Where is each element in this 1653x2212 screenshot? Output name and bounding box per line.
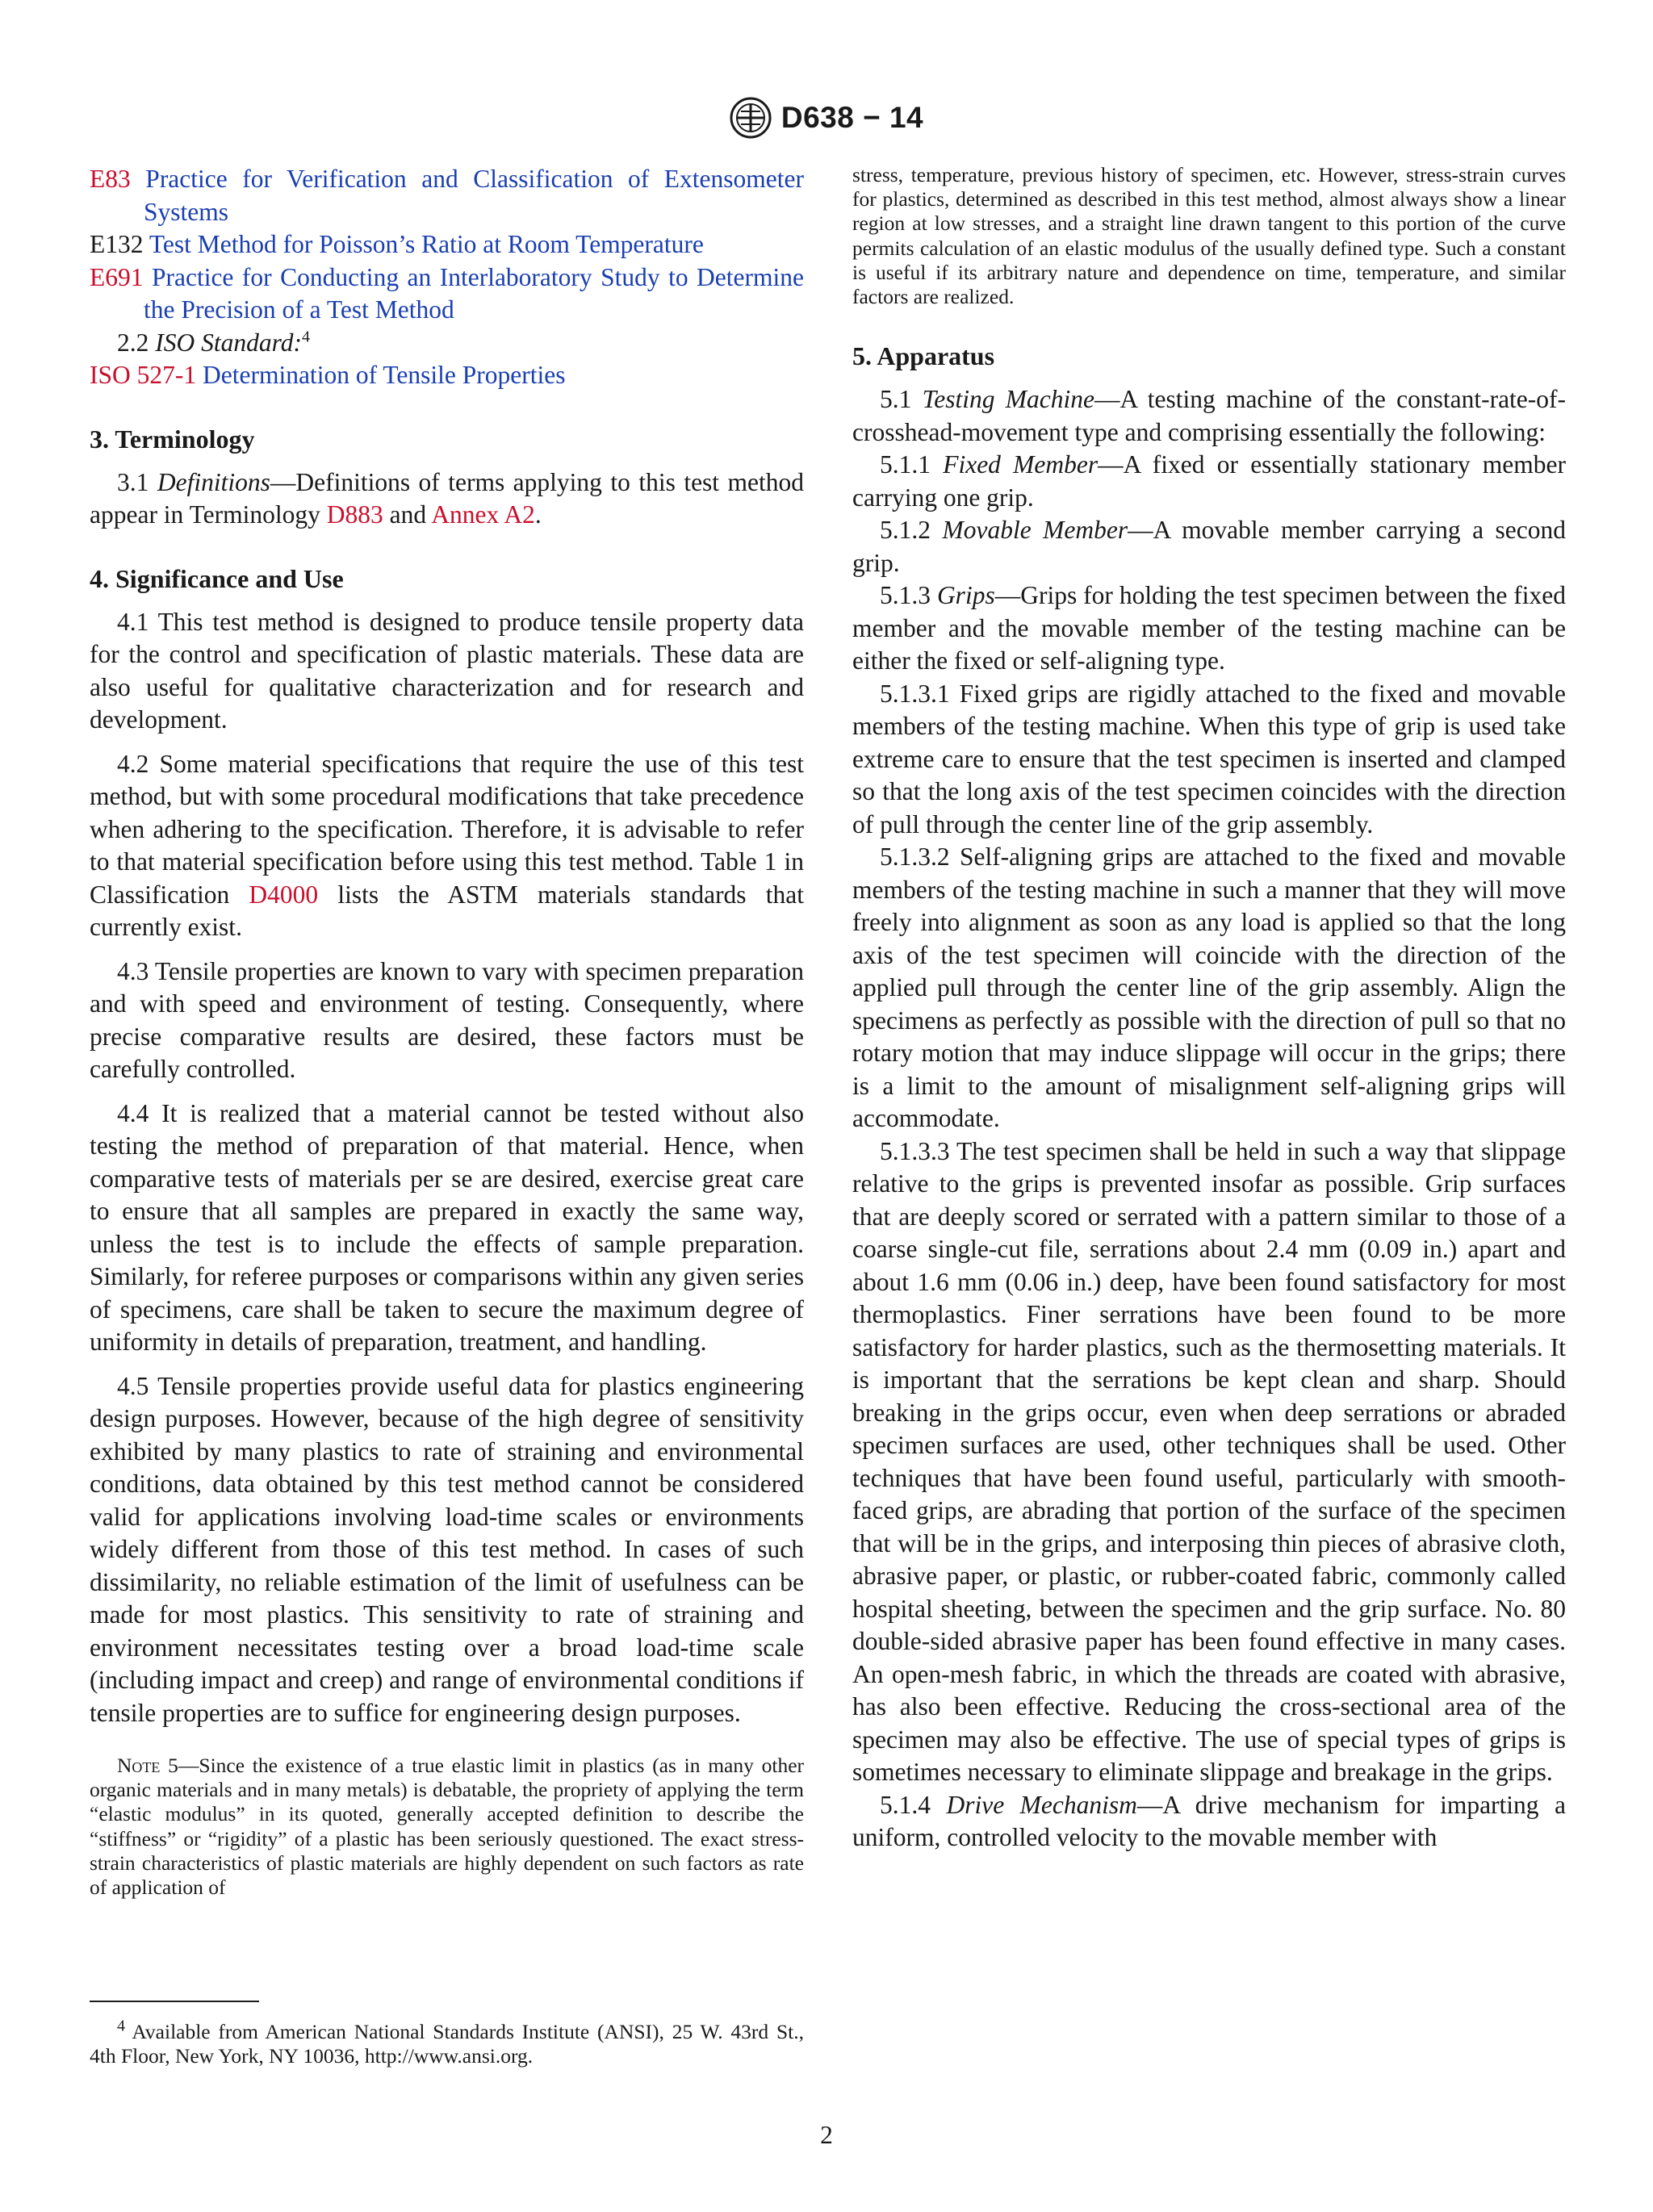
paragraph-5-1-3-2: 5.1.3.2 Self-aligning grips are attached to the fixed and movable members of the testing machine in such a manner that they will move freely into alignment as soon as any load is applied so that the long axis of the test specimen will coincide with the direction of the applied pull through the center line of the grip assembly. Align the specimens as perfectly as possible with the direction of pull so that no rotary motion that may induce slippage will occur in the grips; there is a limit to the amount of misalignment self-aligning grips will accommodate. <box>852 843 1566 1133</box>
paragraph-4-5: 4.5 Tensile properties provide useful data for plastics engineering design purposes. However, because of the high degree of sensitivity exhibited by many plastics to rate of straining and environmental conditions, data obtained by this test method cannot be considered valid for applications involving load-time scales or environments widely different from those of this test method. In cases of such dissimilarity, no reliable estimation of the limit of usefulness can be made for most plastics. This sensitivity to rate of straining and environment necessitates testing over a broad load-time scale (including impact and creep) and range of environmental conditions if tensile properties are to suffice for engineering design purposes. <box>90 1371 804 1727</box>
paragraph-number: 5.1.4 <box>880 1790 931 1819</box>
link-d883[interactable]: D883 <box>326 500 383 529</box>
iso-heading-num: 2.2 <box>117 328 149 357</box>
paragraph-5-1-4 <box>852 1789 1566 1854</box>
paragraph-5-1-2 <box>852 514 1566 579</box>
footnote-text: Available from American National Standards Institute (ANSI), 25 W. 43rd St., 4th Floor, New York, NY 10036, http://www.ansi.org. <box>90 2020 804 2068</box>
footnote-4 <box>90 2017 804 2068</box>
iso-heading-text: ISO Standard: <box>155 328 302 357</box>
paragraph-text: lists the ASTM materials standards that currently exist. <box>90 880 804 941</box>
paragraph-5-1-3 <box>852 579 1566 678</box>
reference-code-link[interactable]: ISO 527-1 <box>90 361 197 389</box>
left-column <box>90 163 805 2068</box>
page-number: 2 <box>820 2121 833 2149</box>
footnote-divider <box>90 2001 259 2002</box>
note-5 <box>90 1754 804 1900</box>
paragraph-5-1-1 <box>852 449 1566 514</box>
paragraph-5-1-3-3: 5.1.3.3 The test specimen shall be held in such a way that slippage relative to the grips is prevented insofar as possible. Grip surfaces that are deeply scored or serrated with a pattern similar to those of a coarse single-cut file, serrations about 2.4 mm (0.09 in.) apart and about 1.6 mm (0.06 in.) deep, have been found satisfactory for most thermoplastics. Finer serrations have been found to be more satisfactory for harder plastics, such as the thermosetting materials. It is important that the serrations be kept clean and sharp. Should breaking in the grips occur, even when deep serrations or abraded specimen surfaces are used, other techniques shall be used. Other techniques that have been found useful, particularly with smooth-faced grips, are abrading that portion of the surface of the specimen that will be in the grips, and interposing thin pieces of abrasive cloth, abrasive paper, or plastic, or rubber-coated fabric, commonly called hospital sheeting, between the specimen and the grip surface. No. 80 double-sided abrasive paper has been found effective in many cases. An open-mesh fabric, in which the threads are coated with abrasive, has also been effective. Reducing the cross-sectional area of the specimen may also be effective. The use of special types of grips is sometimes necessary to eliminate slippage and breakage in the grips. <box>852 1136 1566 1787</box>
paragraph-term: Fixed Member <box>943 450 1099 479</box>
link-d4000[interactable]: D4000 <box>249 880 319 909</box>
footnote-area <box>90 2001 804 2068</box>
section-heading-significance: 4. Significance and Use <box>90 563 344 593</box>
paragraph-text: 4.2 Some material specifications that require the use of this test method, but with some procedural modifications that take precedence when adhering to the specification. Therefore, it is advisable to refer to that material specification before using this test method. Table 1 in Classification <box>90 749 804 909</box>
paragraph-5-1 <box>852 383 1566 449</box>
paragraph-number: 5.1.2 <box>880 516 931 545</box>
note-label: Note 5 <box>117 1754 178 1777</box>
document-designation: D638 − 14 <box>780 101 924 134</box>
paragraph-text: —A movable member carrying a second grip. <box>852 516 1567 577</box>
paragraph-text: . <box>534 500 542 529</box>
paragraph-text: —A drive mechanism for imparting a uniform, controlled velocity to the movable member with <box>852 1790 1566 1852</box>
paragraph-text: —Grips for holding the test specimen between the fixed member and the movable member of the testing machine can be either the fixed or self-aligning type. <box>852 581 1567 675</box>
note-5-continued: stress, temperature, previous history of specimen, etc. However, stress-strain curves for plastics, determined as described in this test method, almost always show a linear region at low stresses, and a straight line drawn tangent to this portion of the curve permits calculation of an elastic modulus of the usually defined type. Such a constant is useful if its arbitrary nature and dependence on time, temperature, and similar factors are realized. <box>852 163 1566 309</box>
reference-title-link[interactable]: Practice for Conducting an Interlaboratory Study to Determine the Precision of a Test Method <box>144 262 804 324</box>
reference-iso-527-1 <box>90 359 804 392</box>
reference-title-link[interactable]: Determination of Tensile Properties <box>203 361 566 389</box>
paragraph-text: —A testing machine of the constant-rate-of-crosshead-movement type and comprising essentially the following: <box>852 385 1567 446</box>
paragraph-term: Definitions <box>157 467 270 496</box>
paragraph-text: —A fixed or essentially stationary member carrying one grip. <box>852 450 1566 512</box>
paragraph-number: 5.1.1 <box>880 450 931 479</box>
page-header <box>0 94 1653 142</box>
footnote-marker[interactable]: 4 <box>301 328 310 345</box>
paragraph-4-3: 4.3 Tensile properties are known to vary with specimen preparation and with speed and environment of testing. Consequently, where precise comparative results are desired, these factors must be carefully controlled. <box>90 956 804 1083</box>
paragraph-4-1: 4.1 This test method is designed to produce tensile property data for the control and specification of plastic materials. These data are also useful for qualitative characterization and for research and development. <box>90 607 804 734</box>
paragraph-5-1-3-1: 5.1.3.1 Fixed grips are rigidly attached to the fixed and movable members of the testing machine. When this type of grip is used take extreme care to ensure that the test specimen is inserted and clamped so that the long axis of the test specimen coincides with the direction of pull through the center line of the grip assembly. <box>852 679 1566 838</box>
reference-title-link[interactable]: Test Method for Poisson’s Ratio at Room Temperature <box>149 230 704 258</box>
paragraph-term: Grips <box>936 581 995 610</box>
section-heading-apparatus: 5. Apparatus <box>852 341 995 371</box>
iso-standard-heading <box>90 327 804 360</box>
paragraph-text: and <box>389 500 427 529</box>
paragraph-number: 3.1 <box>117 467 149 496</box>
paragraph-term: Drive Mechanism <box>946 1790 1137 1819</box>
paragraph-term: Testing Machine <box>922 385 1094 414</box>
paragraph-4-2 <box>90 748 804 944</box>
right-column <box>852 163 1566 1854</box>
reference-e691 <box>90 261 804 327</box>
reference-code: E132 <box>90 230 144 258</box>
paragraph-text: —Definitions of terms applying to this test method appear in Terminology <box>90 467 805 529</box>
reference-code-link[interactable]: E691 <box>90 262 144 291</box>
paragraph-3-1 <box>90 466 804 532</box>
reference-title-link[interactable]: Practice for Verification and Classification of Extensometer Systems <box>144 165 804 226</box>
link-annex-a2[interactable]: Annex A2 <box>431 500 535 529</box>
paragraph-number: 5.1 <box>880 385 912 414</box>
paragraph-term: Movable Member <box>942 516 1128 545</box>
reference-code-link[interactable]: E83 <box>90 165 131 193</box>
astm-logo-icon <box>730 97 772 139</box>
section-heading-terminology: 3. Terminology <box>90 424 255 454</box>
paragraph-4-4: 4.4 It is realized that a material cannot be tested without also testing the method of preparation of that material. Hence, when comparative tests of materials per se are desired, exercise great care to ensure that all samples are prepared in exactly the same way, unless the test is to include the effects of sample preparation. Similarly, for referee purposes or comparisons within any given series of specimens, care shall be taken to secure the maximum degree of uniformity in details of preparation, treatment, and handling. <box>90 1098 804 1356</box>
note-text: —Since the existence of a true elastic limit in plastics (as in many other organic materials and in many metals) is debatable, the propriety of applying the term “elastic modulus” in its quoted, generally accepted definition to describe the “stiffness” or “rigidity” of a plastic has been seriously questioned. The exact stress-strain characteristics of plastic materials are highly dependent on such factors as rate of application of <box>90 1754 804 1900</box>
reference-e132 <box>90 228 804 261</box>
reference-e83 <box>90 163 804 228</box>
footnote-number: 4 <box>117 2017 125 2035</box>
paragraph-number: 5.1.3 <box>880 581 931 610</box>
